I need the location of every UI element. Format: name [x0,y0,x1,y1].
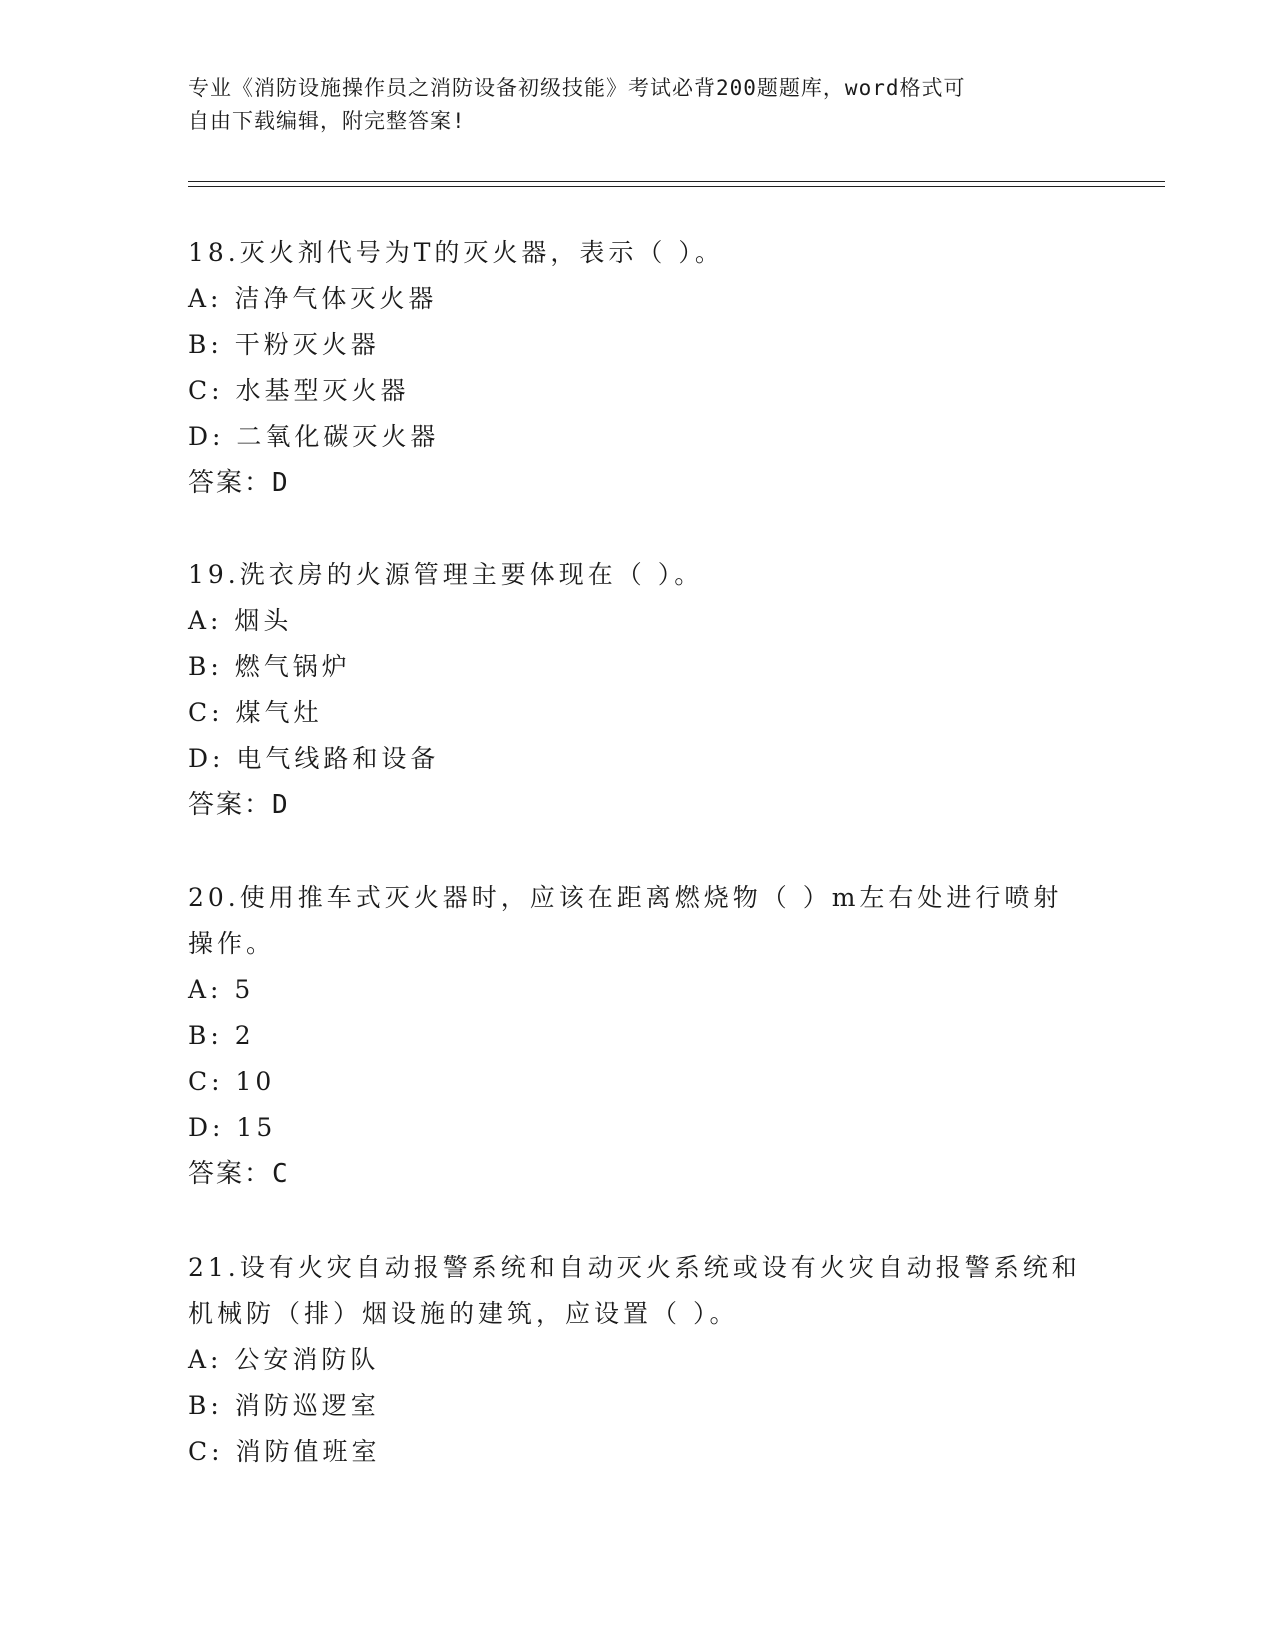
header-line-1: 专业《消防设施操作员之消防设备初级技能》考试必背200题题库，word格式可 [188,76,966,100]
answer: 答案：D [188,790,290,820]
header-line-2: 自由下载编辑，附完整答案! [188,109,466,133]
option-a: A: 5 [188,975,255,1004]
question-stem: 18.灭火剂代号为T的灭火器，表示（ ）。 [188,238,724,267]
question-18 [188,230,1088,506]
option-c: C: 10 [188,1067,276,1096]
question-20 [188,875,1088,1197]
option-c: C: 消防值班室 [188,1437,381,1466]
option-d: D: 电气线路和设备 [188,744,440,773]
document-header [188,72,1068,138]
header-divider-bottom [188,186,1165,187]
option-b: B: 燃气锅炉 [188,652,351,681]
option-b: B: 2 [188,1021,255,1050]
option-a: A: 洁净气体灭火器 [188,284,438,313]
question-stem-cont: 操作。 [188,929,276,958]
question-stem: 19.洗衣房的火源管理主要体现在（ ）。 [188,560,704,589]
option-a: A: 公安消防队 [188,1345,380,1374]
option-a: A: 烟头 [188,606,293,635]
option-d: D: 15 [188,1113,277,1142]
question-19 [188,552,1088,828]
question-21 [188,1245,1088,1475]
question-stem: 21.设有火灾自动报警系统和自动灭火系统或设有火灾自动报警系统和 [188,1253,1081,1282]
answer: 答案：D [188,468,290,498]
option-d: D: 二氧化碳灭火器 [188,422,440,451]
question-stem: 20.使用推车式灭火器时，应该在距离燃烧物（ ）m左右处进行喷射 [188,883,1063,912]
header-divider-top [188,181,1165,182]
option-b: B: 干粉灭火器 [188,330,380,359]
option-b: B: 消防巡逻室 [188,1391,380,1420]
option-c: C: 水基型灭火器 [188,376,410,405]
question-stem-cont: 机械防（排）烟设施的建筑，应设置（ ）。 [188,1299,739,1328]
option-c: C: 煤气灶 [188,698,323,727]
answer: 答案：C [188,1159,290,1189]
